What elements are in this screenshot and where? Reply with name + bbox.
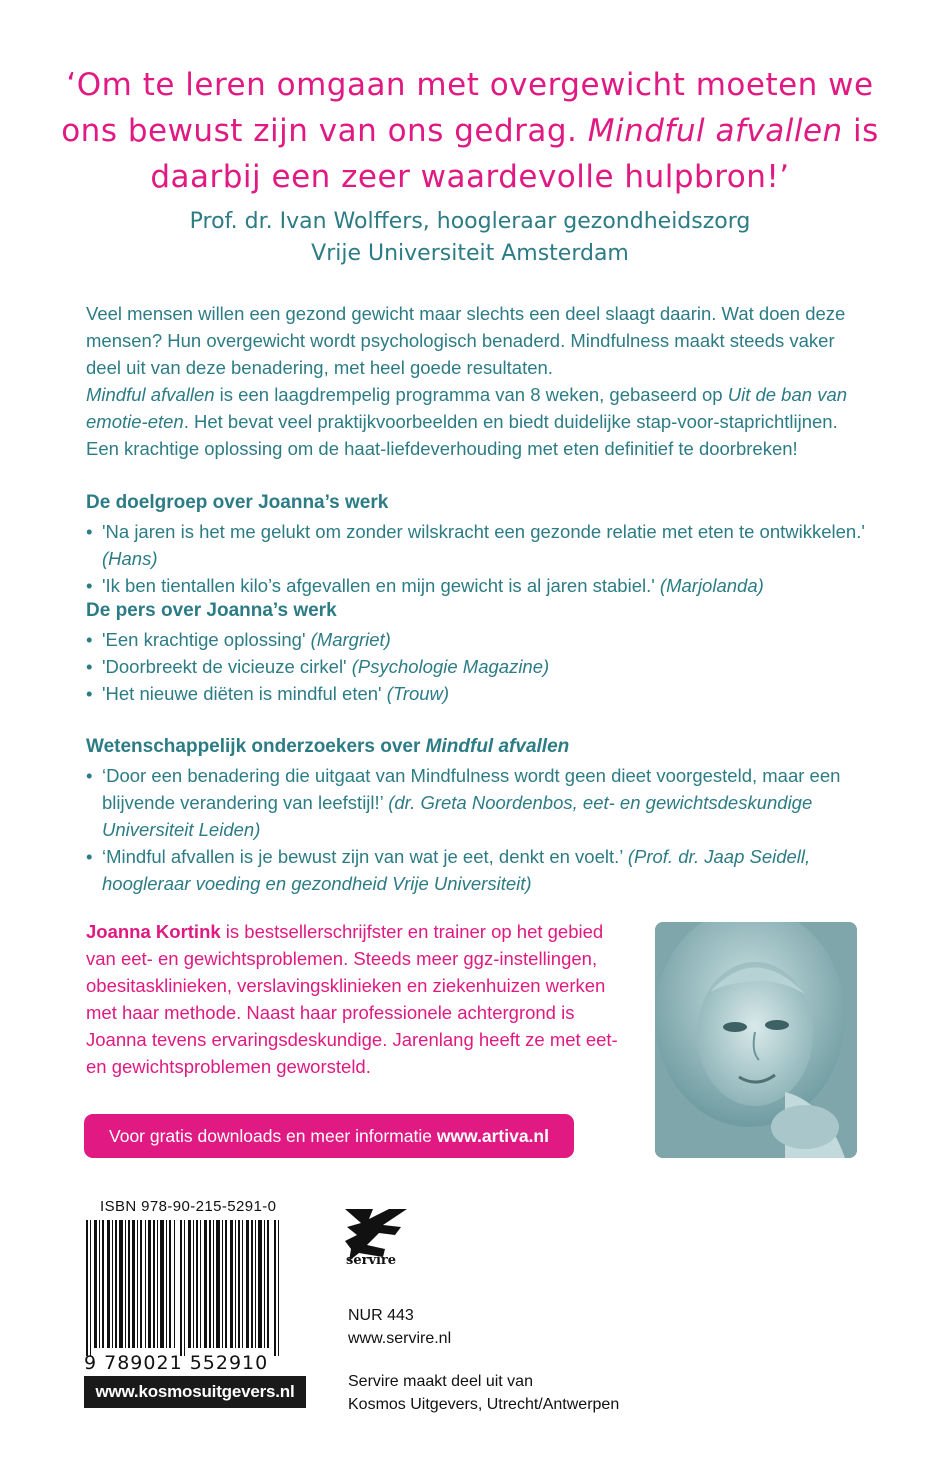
publisher-note: Servire maakt deel uit van Kosmos Uitgevers, Utrecht/Antwerpen [348, 1373, 620, 1413]
list-item: • 'Het nieuwe diëten is mindful eten' (Trouw) [86, 680, 876, 707]
pull-quote [60, 62, 880, 200]
isbn-number: ISBN 978-90-215-5291-0 [100, 1198, 277, 1215]
section-doelgroep [86, 490, 876, 599]
servire-url[interactable]: www.servire.nl [348, 1330, 452, 1347]
quote-attribution: Prof. dr. Ivan Wolffers, hoogleraar gezondheidszorg Vrije Universiteit Amsterdam [189, 209, 751, 266]
author-bio: Joanna Kortink is bestsellerschrijfster en trainer op het gebied van eet- en gewichtsproblemen. Steeds meer ggz-instellingen, obesitasklinieken, verslavingsklinieken en ziekenhuizen werken met haar methode. Naast haar professionele achtergrond is Joanna tevens ervaringsdeskundige. Jarenlang heeft ze met eet- en gewichtsproblemen geworsteld. [86, 921, 618, 1077]
author-portrait-image [655, 922, 857, 1158]
info-banner: Voor gratis downloads en meer informatie www.artiva.nl [84, 1114, 574, 1158]
intro-paragraph-2: Mindful afvallen is een laagdrempelig programma van 8 weken, gebaseerd op Uit de ban van emotie-eten. Het bevat veel praktijkvoorbeelden en biedt duidelijke stap-voor-staprichtlijnen. Een krachtige oplossing om de haat-liefdeverhouding met eten definitief te doorbreken! [86, 384, 848, 459]
servire-logo-word: servire [346, 1253, 397, 1268]
list-item: • 'Een krachtige oplossing' (Margriet) [86, 626, 876, 653]
list-item: • ‘Mindful afvallen is je bewust zijn van wat je eet, denkt en voelt.’ (Prof. dr. Jaap Seidell, hoogleraar voeding en gezondheid Vrije Universiteit) [86, 843, 876, 897]
bullet-icon: • [86, 575, 93, 596]
bullet-icon: • [86, 656, 93, 677]
publisher-info [348, 1304, 451, 1350]
bullet-icon: • [86, 521, 93, 542]
bullet-icon: • [86, 683, 93, 704]
artiva-link[interactable]: www.artiva.nl [436, 1126, 549, 1146]
section-pers [86, 598, 876, 707]
list-item: • 'Ik ben tientallen kilo’s afgevallen en mijn gewicht is al jaren stabiel.' (Marjolanda) [86, 572, 876, 599]
intro-text [86, 300, 866, 462]
intro-paragraph-1: Veel mensen willen een gezond gewicht maar slechts een deel slaagt daarin. Wat doen deze mensen? Hun overgewicht wordt psychologisch benaderd. Mindfulness maakt steeds vaker deel uit van deze benadering, met heel goede resultaten. [86, 303, 846, 378]
quote-line-2: ons bewust zijn van ons gedrag. Mindful afvallen is [61, 113, 879, 149]
section-heading: De pers over Joanna’s werk [86, 600, 337, 621]
bullet-icon: • [86, 765, 93, 786]
bullet-icon: • [86, 629, 93, 650]
list-item: • ‘Door een benadering die uitgaat van Mindfulness wordt geen dieet voorgesteld, maar een blijvende verandering van leefstijl!’ (dr. Greta Noordenbos, eet- en gewichtsdeskundige Universiteit Leiden) [86, 762, 876, 843]
kosmos-url-label: www.kosmosuitgevers.nl [84, 1376, 306, 1408]
barcode-digits: 9 789021 552910 [84, 1352, 269, 1374]
author-photo [655, 922, 857, 1158]
section-heading: De doelgroep over Joanna’s werk [86, 492, 389, 513]
author-name: Joanna Kortink [86, 921, 221, 942]
nur-code: NUR 443 [348, 1307, 414, 1324]
barcode-image [84, 1220, 284, 1356]
list-item: • 'Doorbreekt de vicieuze cirkel' (Psychologie Magazine) [86, 653, 876, 680]
section-wetenschap [86, 734, 876, 897]
quote-book-title: Mindful afvallen [587, 113, 843, 149]
bullet-icon: • [86, 846, 93, 867]
list-item: • 'Na jaren is het me gelukt om zonder wilskracht een gezonde relatie met eten te ontwikkelen.' (Hans) [86, 518, 876, 572]
quote-line-3: daarbij een zeer waardevolle hulpbron!’ [150, 159, 790, 195]
section-heading: Wetenschappelijk onderzoekers over Mindful afvallen [86, 736, 570, 757]
quote-line-1: ‘Om te leren omgaan met overgewicht moeten we [66, 67, 874, 103]
